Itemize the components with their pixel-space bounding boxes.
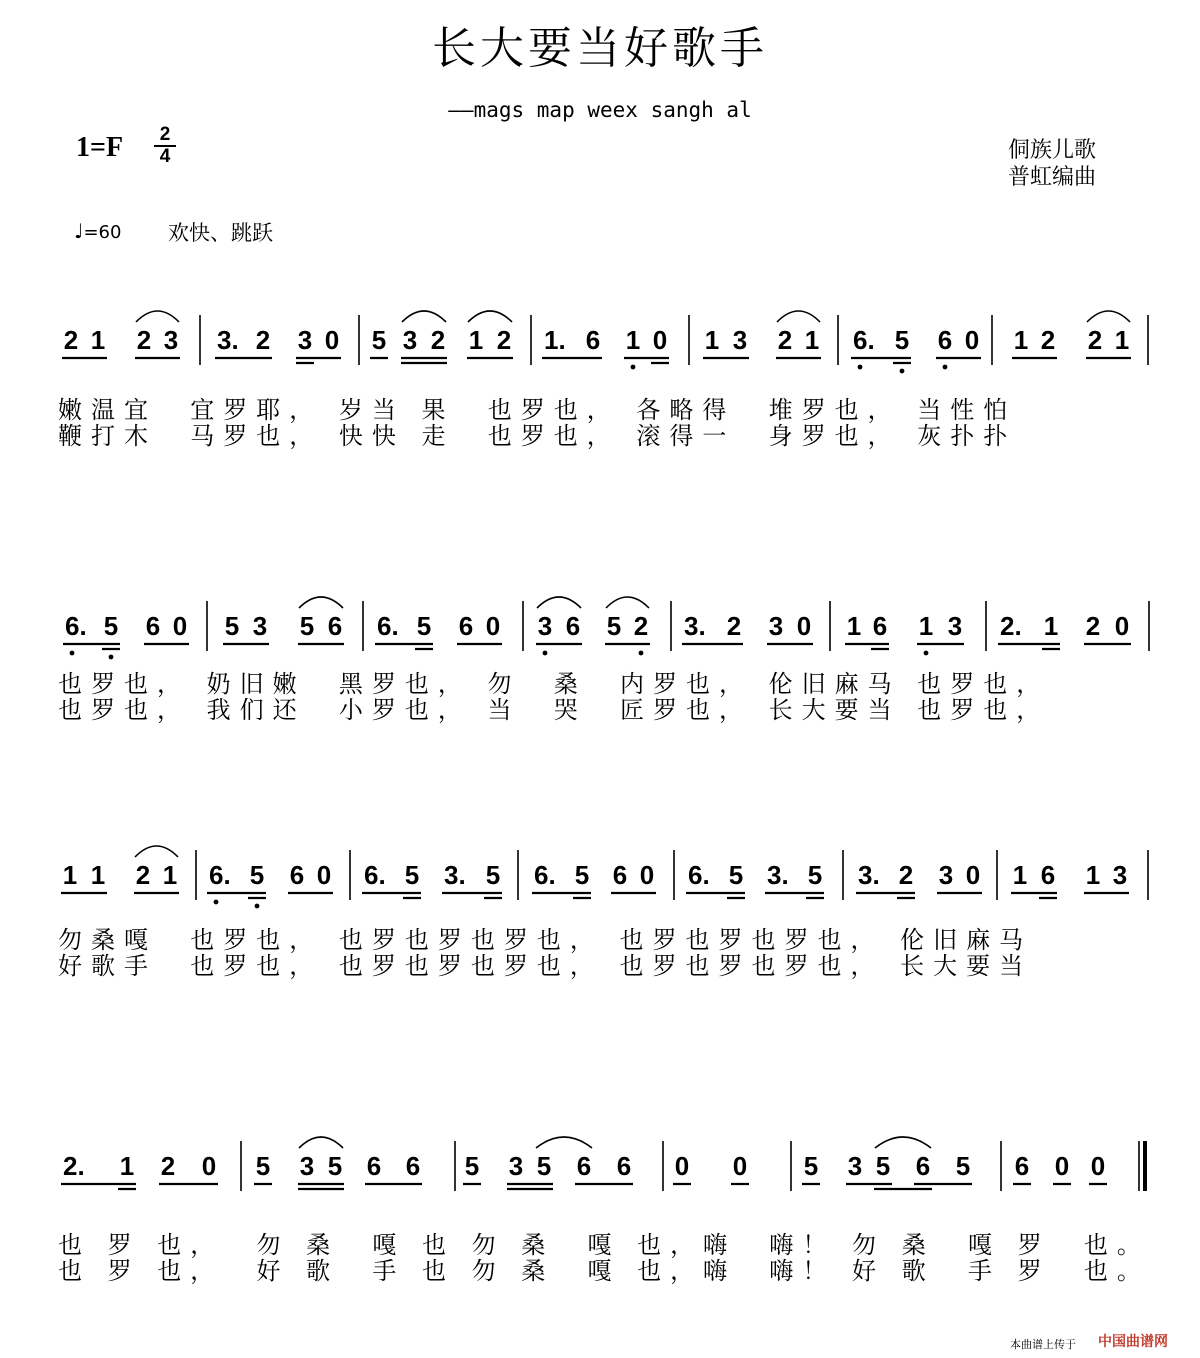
note: 5 xyxy=(327,1151,343,1181)
note: 5 xyxy=(955,1151,971,1181)
low-octave-dot xyxy=(631,365,636,370)
note: 6 xyxy=(1014,1151,1030,1181)
note: 2 xyxy=(777,325,793,355)
slur-mark xyxy=(875,1137,931,1148)
note: 3 xyxy=(938,860,954,890)
note: 6. xyxy=(377,611,399,641)
note: 1 xyxy=(90,860,106,890)
lyric-line: 也 罗 也， 好 歌 手 也 勿 桑 嘎 也，嗨 嗨！ 好 歌 手 罗 也。 xyxy=(58,1257,1150,1285)
note: 2 xyxy=(430,325,446,355)
note: 1 xyxy=(1012,860,1028,890)
slur-mark xyxy=(135,846,178,857)
slur-mark xyxy=(537,597,581,608)
note: 6 xyxy=(405,1151,421,1181)
note: 0 xyxy=(172,611,188,641)
slur-mark xyxy=(536,1137,592,1148)
note: 5 xyxy=(803,1151,819,1181)
note: 1 xyxy=(62,860,78,890)
note: 3. xyxy=(767,860,789,890)
footer-text: 本曲谱上传于 xyxy=(1010,1338,1076,1351)
note: 6. xyxy=(688,860,710,890)
note: 2 xyxy=(255,325,271,355)
note: 6 xyxy=(458,611,474,641)
note: 5 xyxy=(807,860,823,890)
note: 5 xyxy=(416,611,432,641)
note: 5 xyxy=(371,325,387,355)
lyric-line: 鞭打木 马罗也， 快快 走 也罗也， 滚得一 身罗也， 灰扑扑 xyxy=(58,422,1017,450)
note: 1 xyxy=(1043,611,1059,641)
note: 1 xyxy=(1114,325,1130,355)
note: 5 xyxy=(464,1151,480,1181)
low-octave-dot xyxy=(639,651,644,656)
song-subtitle: ——mags map weex sangh al xyxy=(448,98,752,122)
note: 5 xyxy=(485,860,501,890)
note: 2 xyxy=(496,325,512,355)
note: 0 xyxy=(201,1151,217,1181)
note: 1 xyxy=(846,611,862,641)
quarter-note-icon: ♩ xyxy=(74,219,84,243)
note: 0 xyxy=(652,325,668,355)
note: 6 xyxy=(289,860,305,890)
song-title: 长大要当好歌手 xyxy=(432,23,768,74)
note: 3 xyxy=(297,325,313,355)
note: 6 xyxy=(565,611,581,641)
lyric-line: 也罗也， 奶旧嫩 黑罗也， 勿 桑 内罗也， 伦旧麻马 也罗也， xyxy=(58,670,1050,698)
note: 3 xyxy=(537,611,553,641)
note: 1 xyxy=(625,325,641,355)
slur-mark xyxy=(299,597,343,608)
note: 1 xyxy=(704,325,720,355)
note: 0 xyxy=(796,611,812,641)
time-signature-top: 2 xyxy=(159,124,171,145)
note: 0 xyxy=(316,860,332,890)
note: 0 xyxy=(1054,1151,1070,1181)
note: 2. xyxy=(63,1151,85,1181)
note: 0 xyxy=(1090,1151,1106,1181)
slur-mark xyxy=(402,311,446,322)
low-octave-dot xyxy=(900,369,905,374)
note: 5 xyxy=(536,1151,552,1181)
key-signature: 1=F xyxy=(76,132,124,163)
lyric-line: 好歌手 也罗也， 也罗也罗也罗也， 也罗也罗也罗也， 长大要当 xyxy=(58,952,1033,980)
note: 6. xyxy=(209,860,231,890)
note: 3 xyxy=(1112,860,1128,890)
note: 3 xyxy=(947,611,963,641)
note: 3 xyxy=(163,325,179,355)
note: 6 xyxy=(585,325,601,355)
note: 1 xyxy=(90,325,106,355)
note: 5 xyxy=(103,611,119,641)
note: 2 xyxy=(135,860,151,890)
note: 2 xyxy=(1087,325,1103,355)
tempo-value: =60 xyxy=(83,222,122,243)
note: 3 xyxy=(299,1151,315,1181)
slur-mark xyxy=(1087,311,1130,322)
note: 0 xyxy=(1114,611,1130,641)
low-octave-dot xyxy=(255,904,260,909)
note: 2 xyxy=(63,325,79,355)
note: 5 xyxy=(249,860,265,890)
note: 5 xyxy=(606,611,622,641)
note: 0 xyxy=(732,1151,748,1181)
note: 6 xyxy=(576,1151,592,1181)
tempo-mood: 欢快、跳跃 xyxy=(168,221,273,245)
note: 0 xyxy=(639,860,655,890)
note: 5 xyxy=(574,860,590,890)
note: 5 xyxy=(299,611,315,641)
note: 0 xyxy=(965,860,981,890)
note: 3 xyxy=(732,325,748,355)
note: 1 xyxy=(918,611,934,641)
note: 5 xyxy=(875,1151,891,1181)
lyric-line: 也罗也， 我们还 小罗也， 当 哭 匠罗也， 长大要当 也罗也， xyxy=(58,696,1050,724)
note: 6 xyxy=(327,611,343,641)
note: 3. xyxy=(444,860,466,890)
credit-arranger: 普虹编曲 xyxy=(1008,165,1097,190)
note: 3 xyxy=(768,611,784,641)
note: 2 xyxy=(1085,611,1101,641)
note: 6. xyxy=(853,325,875,355)
note: 6 xyxy=(915,1151,931,1181)
note: 1 xyxy=(1013,325,1029,355)
lyric-line: 勿桑嘎 也罗也， 也罗也罗也罗也， 也罗也罗也罗也， 伦旧麻马 xyxy=(58,926,1033,954)
note: 0 xyxy=(964,325,980,355)
note: 2 xyxy=(136,325,152,355)
note: 3. xyxy=(684,611,706,641)
note: 2 xyxy=(898,860,914,890)
time-signature-bottom: 4 xyxy=(159,146,171,167)
note: 6. xyxy=(65,611,87,641)
low-octave-dot xyxy=(943,365,948,370)
note: 6 xyxy=(612,860,628,890)
note: 6 xyxy=(145,611,161,641)
note: 3 xyxy=(508,1151,524,1181)
note: 6 xyxy=(1040,860,1056,890)
note: 3 xyxy=(252,611,268,641)
low-octave-dot xyxy=(924,651,929,656)
note: 6. xyxy=(534,860,556,890)
note: 2. xyxy=(1000,611,1022,641)
note: 2 xyxy=(1040,325,1056,355)
note: 3 xyxy=(847,1151,863,1181)
note: 2 xyxy=(633,611,649,641)
slur-mark xyxy=(299,1137,343,1148)
note: 1. xyxy=(544,325,566,355)
low-octave-dot xyxy=(70,651,75,656)
low-octave-dot xyxy=(214,900,219,905)
note: 3. xyxy=(217,325,239,355)
slur-mark xyxy=(606,597,649,608)
note: 2 xyxy=(160,1151,176,1181)
note: 1 xyxy=(162,860,178,890)
note: 5 xyxy=(894,325,910,355)
note: 6 xyxy=(872,611,888,641)
note: 1 xyxy=(119,1151,135,1181)
note: 6 xyxy=(937,325,953,355)
note: 2 xyxy=(726,611,742,641)
note: 3 xyxy=(402,325,418,355)
low-octave-dot xyxy=(109,655,114,660)
note: 6 xyxy=(366,1151,382,1181)
lyric-line: 嫩温宜 宜罗耶， 岁当 果 也罗也， 各略得 堆罗也， 当性怕 xyxy=(58,396,1017,424)
footer-logo: 中国曲谱网 xyxy=(1098,1334,1168,1350)
note: 5 xyxy=(224,611,240,641)
slur-mark xyxy=(468,311,512,322)
note: 0 xyxy=(324,325,340,355)
credit-origin: 侗族儿歌 xyxy=(1008,138,1097,163)
note: 6. xyxy=(364,860,386,890)
note: 5 xyxy=(404,860,420,890)
slur-mark xyxy=(777,311,820,322)
note: 3. xyxy=(858,860,880,890)
low-octave-dot xyxy=(543,651,548,656)
low-octave-dot xyxy=(858,365,863,370)
note: 0 xyxy=(674,1151,690,1181)
note: 0 xyxy=(485,611,501,641)
note: 1 xyxy=(804,325,820,355)
note: 5 xyxy=(255,1151,271,1181)
note: 5 xyxy=(728,860,744,890)
note: 6 xyxy=(616,1151,632,1181)
slur-mark xyxy=(136,311,179,322)
note: 1 xyxy=(468,325,484,355)
note: 1 xyxy=(1085,860,1101,890)
lyric-line: 也 罗 也， 勿 桑 嘎 也 勿 桑 嘎 也，嗨 嗨！ 勿 桑 嘎 罗 也。 xyxy=(58,1231,1150,1259)
